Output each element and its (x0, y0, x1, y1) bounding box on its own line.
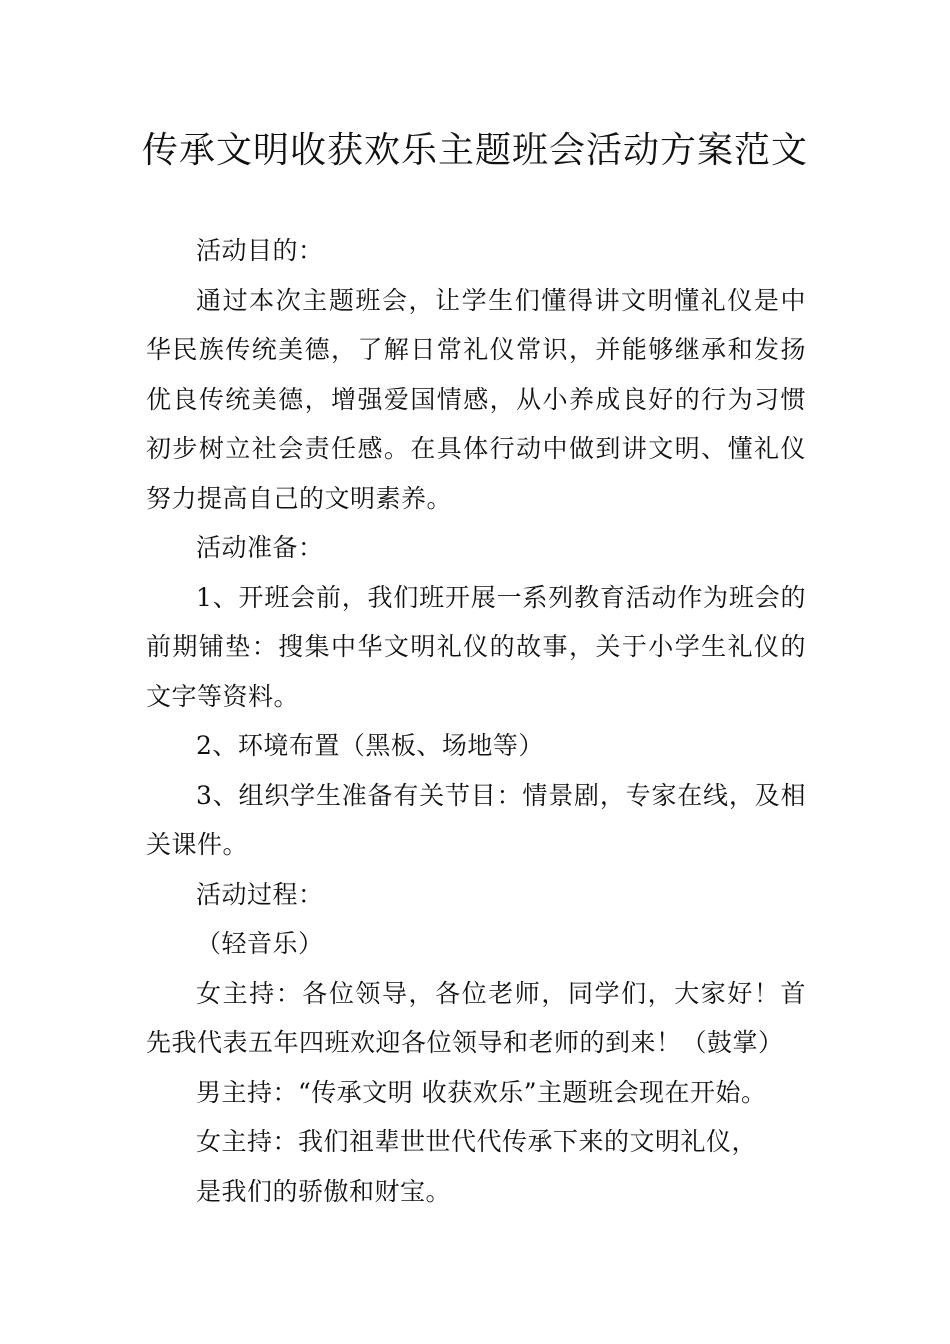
paragraph-purpose-heading: 活动目的： (196, 236, 324, 265)
paragraph-purpose-text: 通过本次主题班会，让学生们懂得讲文明懂礼仪是中华民族传统美德，了解日常礼仪常识，并能够继承和发扬优良传统美德，增强爱国情感，从小养成良好的行为习惯初步树立社会责任感。在具体行动中做到讲文明、懂礼仪努力提高自己的文明素养。 (146, 285, 806, 513)
paragraph-continuation: 是我们的骄傲和财宝。 (196, 1176, 452, 1206)
paragraph-preparation-item-1: 1、开班会前，我们班开展一系列教育活动作为班会的前期铺垫：搜集中华文明礼仪的故事，关于小学生礼仪的文字等资料。 (146, 582, 806, 711)
paragraph-process-heading: 活动过程： (196, 879, 324, 909)
document-body (146, 226, 806, 1216)
paragraph-female-host-2: 女主持：我们祖辈世世代代传承下来的文明礼仪， (196, 1127, 758, 1156)
document-title: 传承文明收获欢乐主题班会活动方案范文 (141, 130, 808, 171)
paragraph-male-host-1: 男主持：“传承文明 收获欢乐”主题班会现在开始。 (196, 1077, 767, 1107)
paragraph-preparation-heading: 活动准备： (196, 533, 324, 562)
paragraph-female-host-1: 女主持：各位领导，各位老师，同学们，大家好！首先我代表五年四班欢迎各位领导和老师的到来！（鼓掌） (146, 978, 806, 1057)
paragraph-preparation-item-2: 2、环境布置（黑板、场地等） (196, 731, 544, 760)
paragraph-preparation-item-3: 3、组织学生准备有关节目：情景剧，专家在线，及相关课件。 (146, 780, 806, 859)
paragraph-light-music: （轻音乐） (196, 929, 324, 958)
